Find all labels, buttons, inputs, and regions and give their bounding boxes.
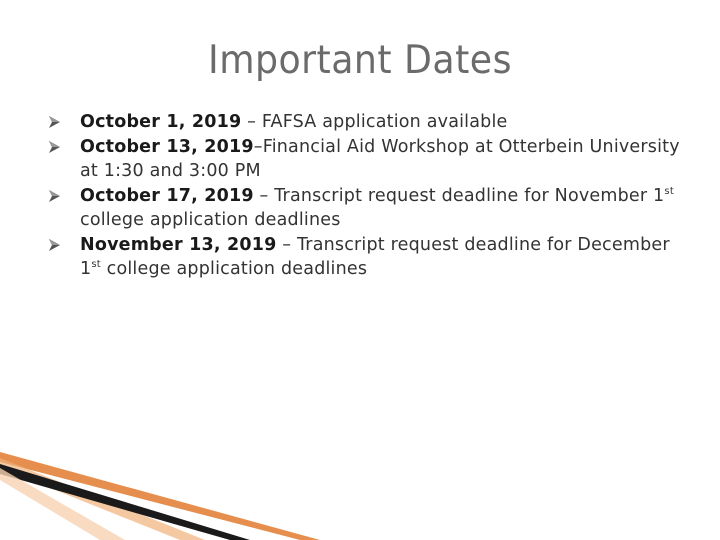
item-text-tail: college application deadlines <box>100 259 368 279</box>
ordinal-suffix: st <box>91 259 101 270</box>
ordinal-suffix: st <box>664 185 674 197</box>
arrowhead-bullet-icon <box>49 190 60 202</box>
item-text: –Financial Aid Workshop at Otterbein University at 1:30 and 3:00 PM <box>80 136 680 181</box>
arrowhead-bullet-icon <box>49 239 60 251</box>
item-date: October 13, 2019 <box>80 136 254 157</box>
list-item <box>80 135 680 184</box>
list-item <box>80 233 680 282</box>
arrowhead-bullet-icon <box>49 116 60 128</box>
item-text: – Transcript request deadline for December 1 <box>80 234 670 279</box>
diagonal-stripes-decoration <box>0 440 330 540</box>
item-date: October 1, 2019 <box>80 112 242 132</box>
slide-title: Important Dates <box>208 38 512 83</box>
item-text: – FAFSA application available <box>241 112 508 132</box>
list-item <box>80 184 680 233</box>
item-date: November 13, 2019 <box>80 234 277 255</box>
item-text-tail: college application deadlines <box>80 210 341 230</box>
item-text: – Transcript request deadline for November 1 <box>253 185 665 206</box>
arrowhead-bullet-icon <box>49 141 60 153</box>
item-date: October 17, 2019 <box>80 185 254 206</box>
list-item <box>80 110 680 135</box>
date-list <box>80 110 680 282</box>
